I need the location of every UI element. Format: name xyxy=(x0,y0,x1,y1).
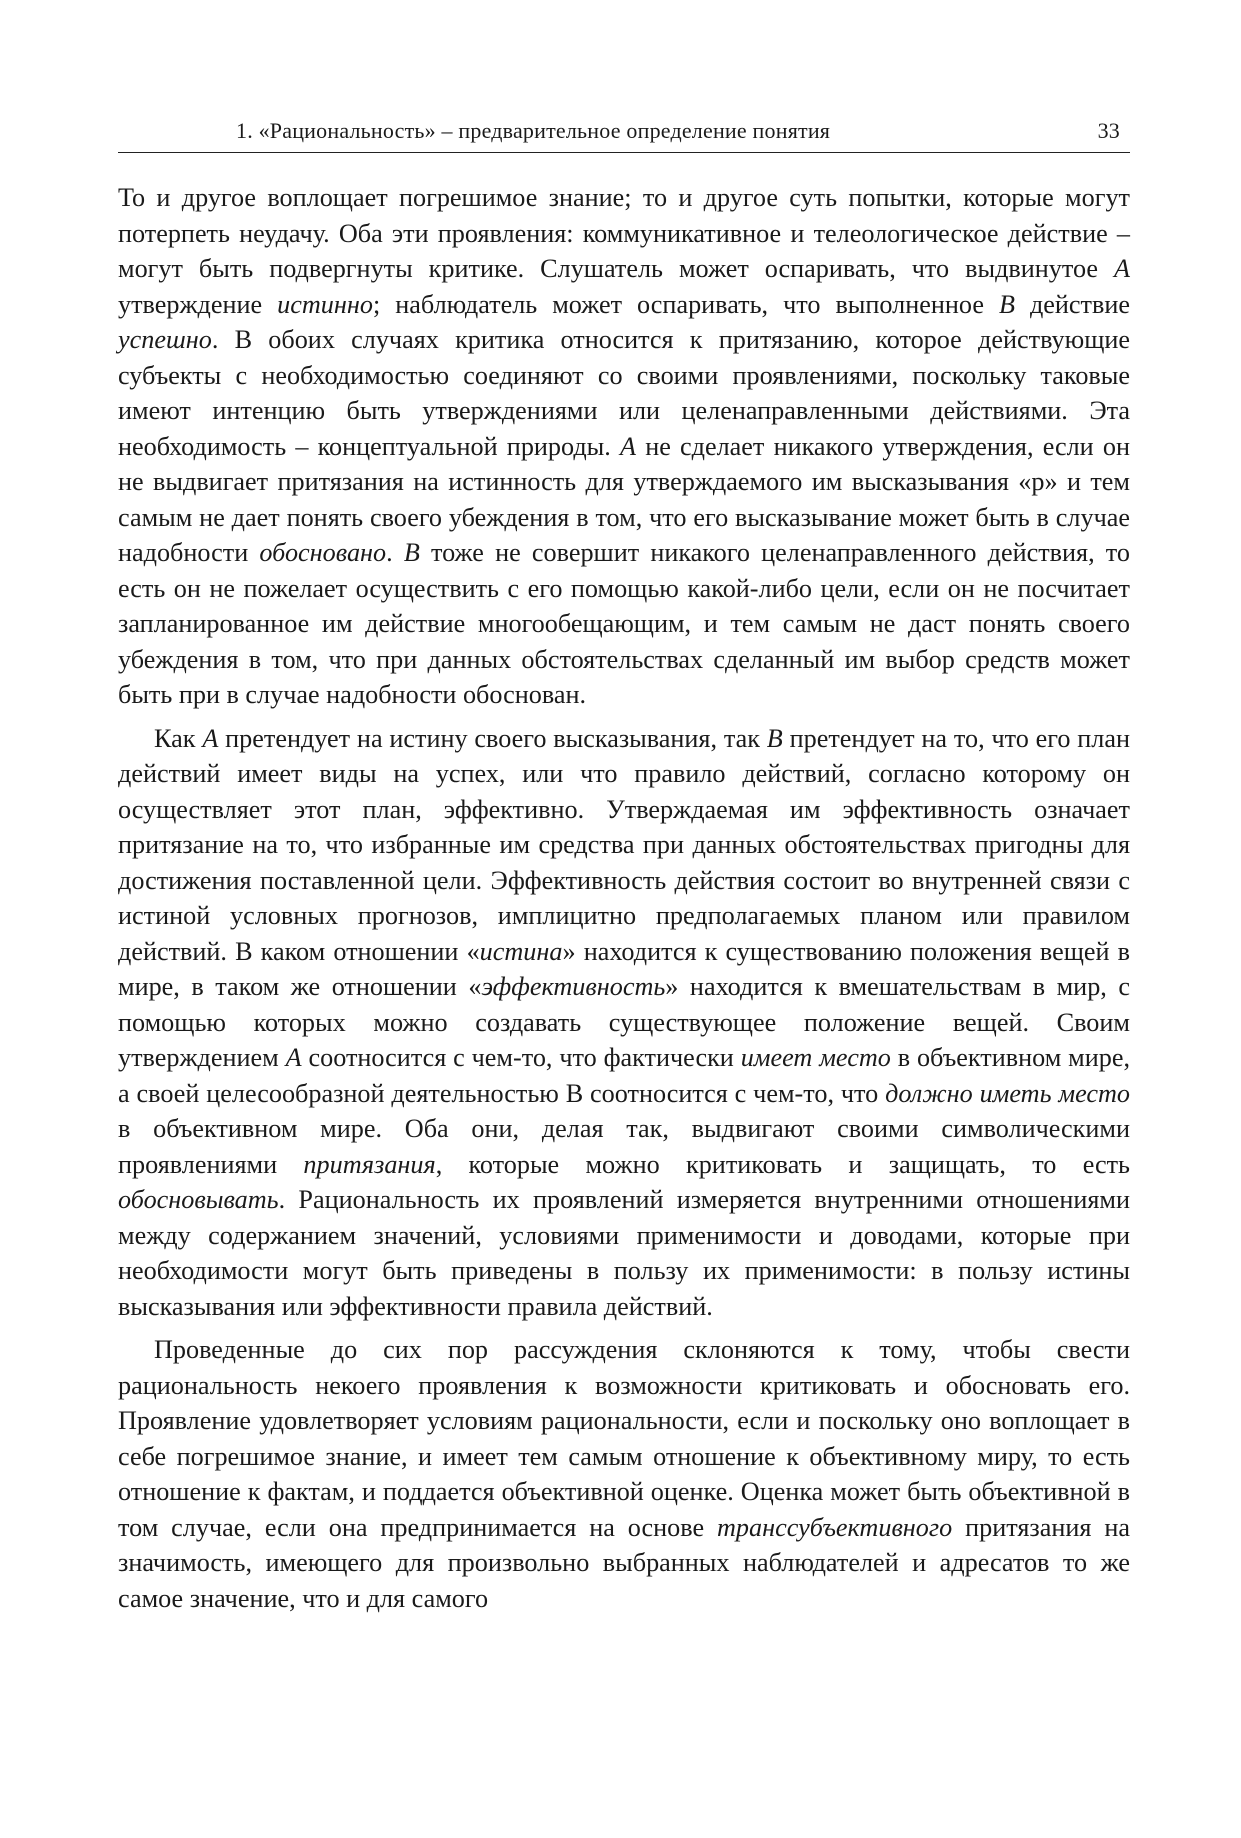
body-text xyxy=(118,180,1130,1624)
emphasis-text: эффективность xyxy=(481,972,666,1001)
text-run: тоже не совершит никакого целенаправленного действия, то есть он не пожелает осуществить с его помощью какой-либо цели, если он не посчитает запланированное им действие многообещающим, и тем самым не даст понять своего убеждения в том, что при данных обстоятельствах сделанный им выбор средств может быть при в случае надобности обоснован. xyxy=(118,538,1131,709)
text-run: в объективном мире. Оба они, делая так, выдвигают своими символическими проявлениями xyxy=(118,1114,1130,1179)
emphasis-text: притязания xyxy=(303,1149,436,1179)
emphasis-text: обосновано xyxy=(259,538,387,567)
emphasis-text: транссубъективного xyxy=(717,1512,953,1542)
text-run: претендует на истину своего высказывания, так xyxy=(218,723,767,753)
running-title: 1. «Рациональность» – предварительное определение понятия xyxy=(236,118,831,143)
emphasis-text: истинно xyxy=(277,289,373,319)
text-run: утверждение xyxy=(118,289,278,319)
emphasis-text: должно иметь место xyxy=(885,1078,1130,1108)
text-run: То и другое воплощает погрешимое знание; то и другое суть попытки, которые могут потерпеть неудачу. Оба эти проявления: коммуникативное и телеологическое действие – могут быть подвергнуты критике. Слушатель может оспаривать, что выдвинутое xyxy=(118,183,1130,283)
text-run: , которые можно критиковать и защищать, то есть xyxy=(435,1149,1130,1179)
emphasis-text: А xyxy=(202,723,219,753)
running-header xyxy=(118,110,1130,153)
text-run: ; наблюдатель может оспаривать, что выполненное xyxy=(372,289,999,319)
text-run: . xyxy=(386,538,404,567)
text-run: . Рациональность их проявлений измеряется внутренними отношениями между содержанием значений, условиями применимости и доводами, которые при необходимости могут быть приведены в пользу их применимости: в пользу истины высказывания или эффективности правила действий. xyxy=(118,1185,1130,1321)
emphasis-text: А xyxy=(1114,254,1130,283)
emphasis-text: имеет место xyxy=(740,1043,891,1072)
text-run: соотносится с чем-то, что фактически xyxy=(301,1043,741,1072)
emphasis-text: В xyxy=(403,538,420,567)
text-run: не сделает никакого утверждения, если он не выдвигает притязания на истинность для утверждаемого им высказывания «р» и тем самым не дает понять своего убеждения в том, что его высказывание может быть в случае надобности xyxy=(118,431,1130,567)
emphasis-text: обосновывать xyxy=(118,1185,279,1214)
text-run: Как xyxy=(154,723,203,753)
text-run: действие xyxy=(1014,289,1130,319)
emphasis-text: В xyxy=(998,289,1015,319)
emphasis-text: успешно xyxy=(118,325,212,354)
emphasis-text: А xyxy=(285,1043,302,1072)
emphasis-text: В xyxy=(766,723,783,753)
text-run: Проведенные до сих пор рассуждения склоняются к тому, чтобы свести рациональность некоего проявления к возможности критиковать и обосновать его. Проявление удовлетворяет условиям рациональности, если и поскольку оно воплощает в себе погрешимое знание, и имеет тем самым отношение к объективному миру, то есть отношение к фактам, и поддается объективной оценке. Оценка может быть объективной в том случае, если она предпринимается на основе xyxy=(118,1335,1130,1542)
text-run: » находится к существованию положения вещей в мире, в таком же отношении « xyxy=(118,936,1130,1001)
emphasis-text: истина xyxy=(479,936,563,966)
paragraph-3 xyxy=(118,1332,1130,1616)
text-run: притязания на значимость, имеющего для произвольно выбранных наблюдателей и адресатов то же самое значение, что и для самого xyxy=(118,1512,1130,1613)
text-run: в объективном мире, а своей целесообразной деятельностью В соотносится с чем-то, что xyxy=(118,1043,1130,1108)
paragraph-2 xyxy=(118,721,1130,1325)
text-run: претендует на то, что его план действий имеет виды на успех, или что правило действий, согласно которому он осуществляет этот план, эффективно. Утверждаемая им эффективность означает притязание на то, что избранные им средства при данных обстоятельствах пригодны для достижения поставленной цели. Эффективность действия состоит во внутренней связи с истиной условных прогнозов, имплицитно предполагаемых планом или правилом действий. В каком отношении « xyxy=(118,723,1130,966)
emphasis-text: А xyxy=(620,431,637,461)
text-run: . В обоих случаях критика относится к притязанию, которое действующие субъекты с необходимостью соединяют со своими проявлениями, поскольку таковые имеют интенцию быть утверждениями или целенаправленными действиями. Эта необходимость – концептуальной природы. xyxy=(118,325,1130,461)
page-number: 33 xyxy=(1097,118,1120,143)
text-run: » находится к вмешательствам в мир, с помощью которых можно создавать существующее положение вещей. Своим утверждением xyxy=(118,972,1130,1072)
paragraph-1 xyxy=(118,180,1130,713)
